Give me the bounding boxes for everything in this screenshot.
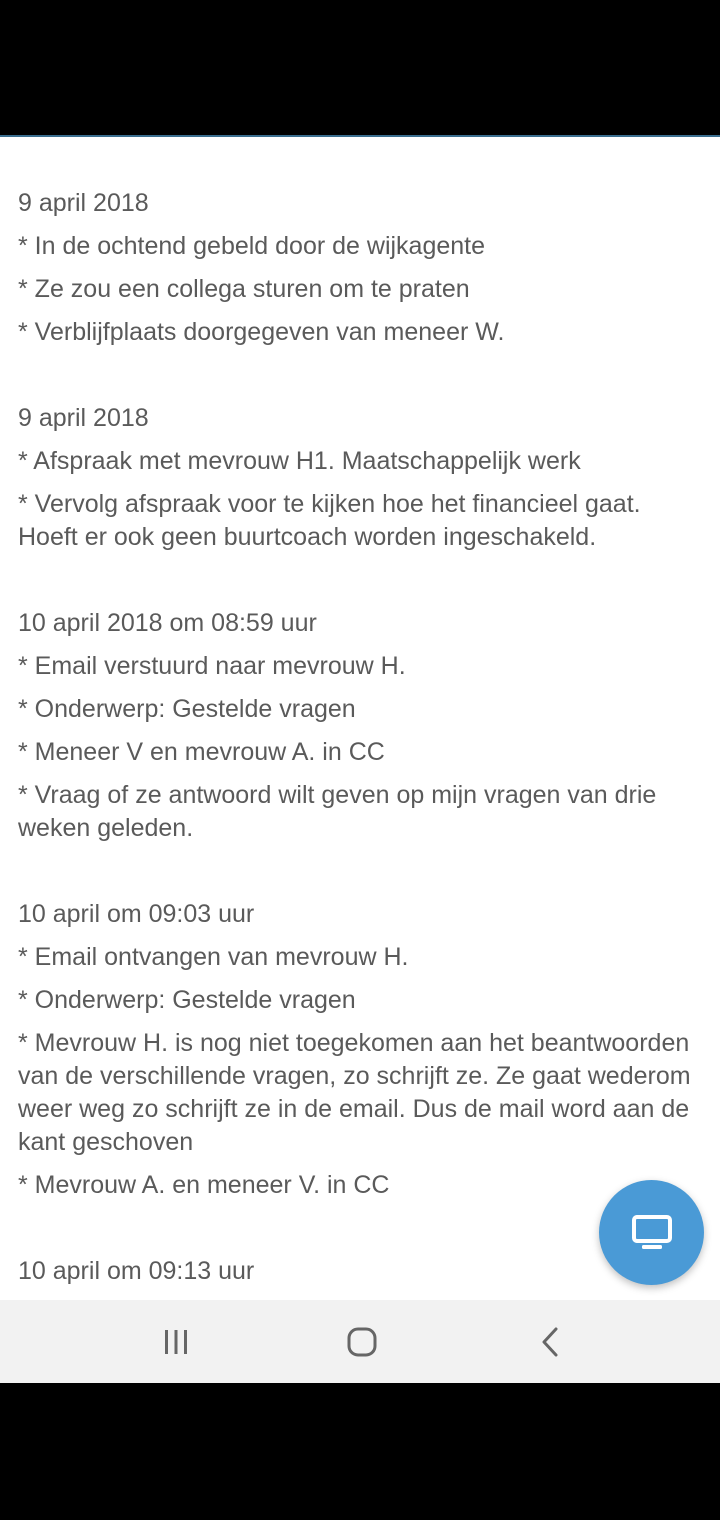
home-icon bbox=[345, 1325, 379, 1359]
entry-line: * Meneer V en mevrouw A. in CC bbox=[18, 738, 385, 766]
entry-date: 10 april om 09:13 uur bbox=[18, 1257, 255, 1285]
back-button[interactable] bbox=[520, 1312, 580, 1372]
entry-line: * Vraag of ze antwoord wilt geven op mijn vragen van drie weken geleden. bbox=[18, 781, 657, 842]
recents-icon bbox=[161, 1327, 191, 1357]
navigation-bar bbox=[0, 1300, 720, 1383]
entry-line: * Ze zou een collega sturen om te praten bbox=[18, 275, 470, 303]
entry-line: * Email verstuurd naar mevrouw H. bbox=[18, 652, 406, 680]
status-bar-area bbox=[0, 0, 720, 136]
notes-content[interactable] bbox=[0, 137, 720, 1300]
entry bbox=[18, 402, 698, 554]
back-icon bbox=[535, 1325, 565, 1359]
entry-line: * Vervolg afspraak voor te kijken hoe het financieel gaat. Hoeft er ook geen buurtcoach worden ingeschakeld. bbox=[18, 490, 641, 551]
entry-line: * In de ochtend gebeld door de wijkagente bbox=[18, 232, 486, 260]
entry-line: * Email ontvangen van mevrouw H. bbox=[18, 943, 409, 971]
entry-line: * Onderwerp: Gestelde vragen bbox=[18, 986, 356, 1014]
home-button[interactable] bbox=[332, 1312, 392, 1372]
entry-line: * Mevrouw H. is nog niet toegekomen aan het beantwoorden van de verschillende vragen, zo schrijft ze. Ze gaat wederom weer weg zo schrijft ze in de email. Dus de mail word aan de kant geschoven bbox=[18, 1029, 691, 1156]
entry-line: * Verblijfplaats doorgegeven van meneer W. bbox=[18, 318, 505, 346]
entry-line: * Afspraak met mevrouw H1. Maatschappelijk werk bbox=[18, 447, 581, 475]
desktop-mode-button[interactable] bbox=[599, 1180, 704, 1285]
recents-button[interactable] bbox=[146, 1312, 206, 1372]
entry-date: 9 april 2018 bbox=[18, 189, 149, 217]
entry-date: 9 april 2018 bbox=[18, 404, 149, 432]
entry bbox=[18, 607, 698, 845]
bottom-bezel bbox=[0, 1383, 720, 1520]
entry bbox=[18, 187, 698, 349]
entries-list bbox=[18, 187, 698, 1300]
entry-line: * Onderwerp: Gestelde vragen bbox=[18, 695, 356, 723]
entry-date: 10 april 2018 om 08:59 uur bbox=[18, 609, 317, 637]
monitor-icon bbox=[630, 1213, 674, 1253]
entry-date: 10 april om 09:03 uur bbox=[18, 900, 255, 928]
entry bbox=[18, 1255, 698, 1288]
entry-line: * Mevrouw A. en meneer V. in CC bbox=[18, 1171, 390, 1199]
entry bbox=[18, 898, 698, 1202]
